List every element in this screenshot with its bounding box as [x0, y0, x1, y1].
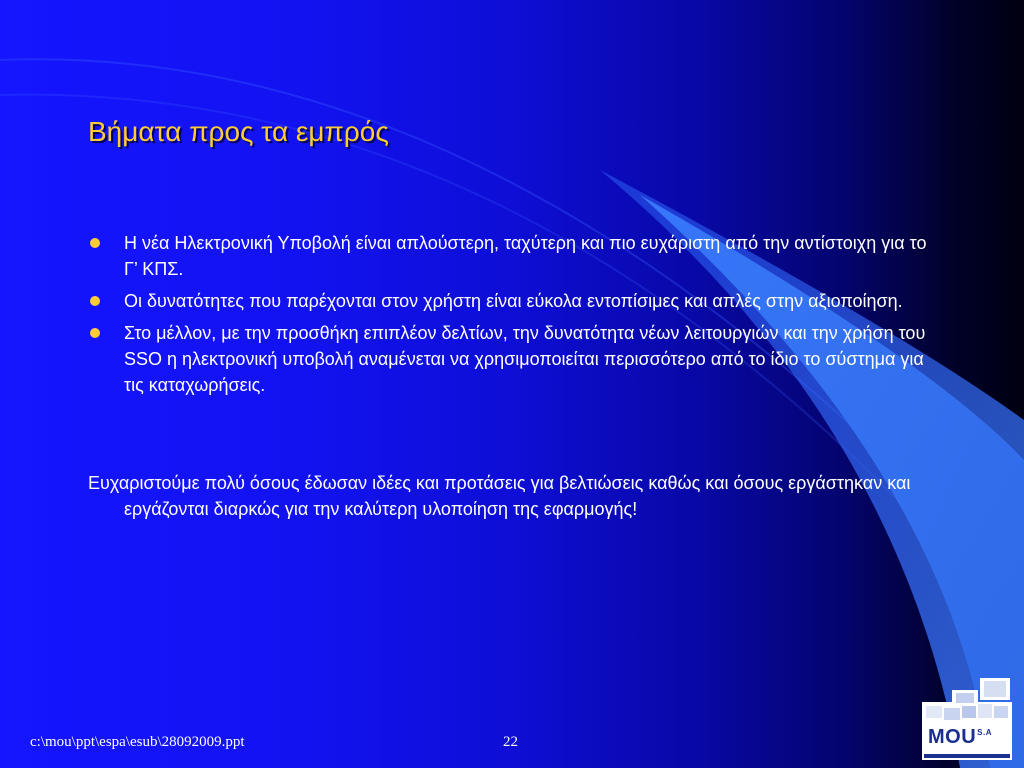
logo-text: $MOU^{S.A}$: [928, 726, 993, 748]
list-item: [88, 288, 938, 314]
footer-file-path: c:\mou\ppt\espa\esub\28092009.ppt: [30, 734, 245, 750]
bullet-list: [88, 230, 938, 404]
bullet-dot-icon: [90, 296, 100, 306]
bullet-dot-icon: [90, 238, 100, 248]
thanks-paragraph: Ευχαριστούμε πολύ όσους έδωσαν ιδέες και προτάσεις για βελτιώσεις καθώς και όσους εργάστηκαν και εργάζονται διαρκώς για την καλύτερη υλοποίηση της εφαρμογής!: [88, 473, 911, 519]
bullet-text: Στο μέλλον, με την προσθήκη επιπλέον δελτίων, την δυνατότητα νέων λειτουργιών και την χρήση του SSO η ηλεκτρονική υποβολή αναμένεται να χρησιμοποιείται περισσότερο από το ίδιο το σύστημα για τις καταχωρήσεις.: [124, 323, 926, 395]
bullet-text: Η νέα Ηλεκτρονική Υποβολή είναι απλούστερη, ταχύτερη και πιο ευχάριστη από την αντίστοιχη για το Γ’ ΚΠΣ.: [124, 233, 927, 279]
slide-title: Βήματα προς τα εμπρός: [88, 116, 389, 147]
company-logo: [922, 678, 1012, 760]
bullet-text: Οι δυνατότητες που παρέχονται στον χρήστη είναι εύκολα εντοπίσιμες και απλές στην αξιοποίηση.: [124, 291, 903, 311]
page-number: 22: [503, 734, 518, 750]
bullet-dot-icon: [90, 328, 100, 338]
list-item: [88, 320, 938, 398]
list-item: [88, 230, 938, 282]
